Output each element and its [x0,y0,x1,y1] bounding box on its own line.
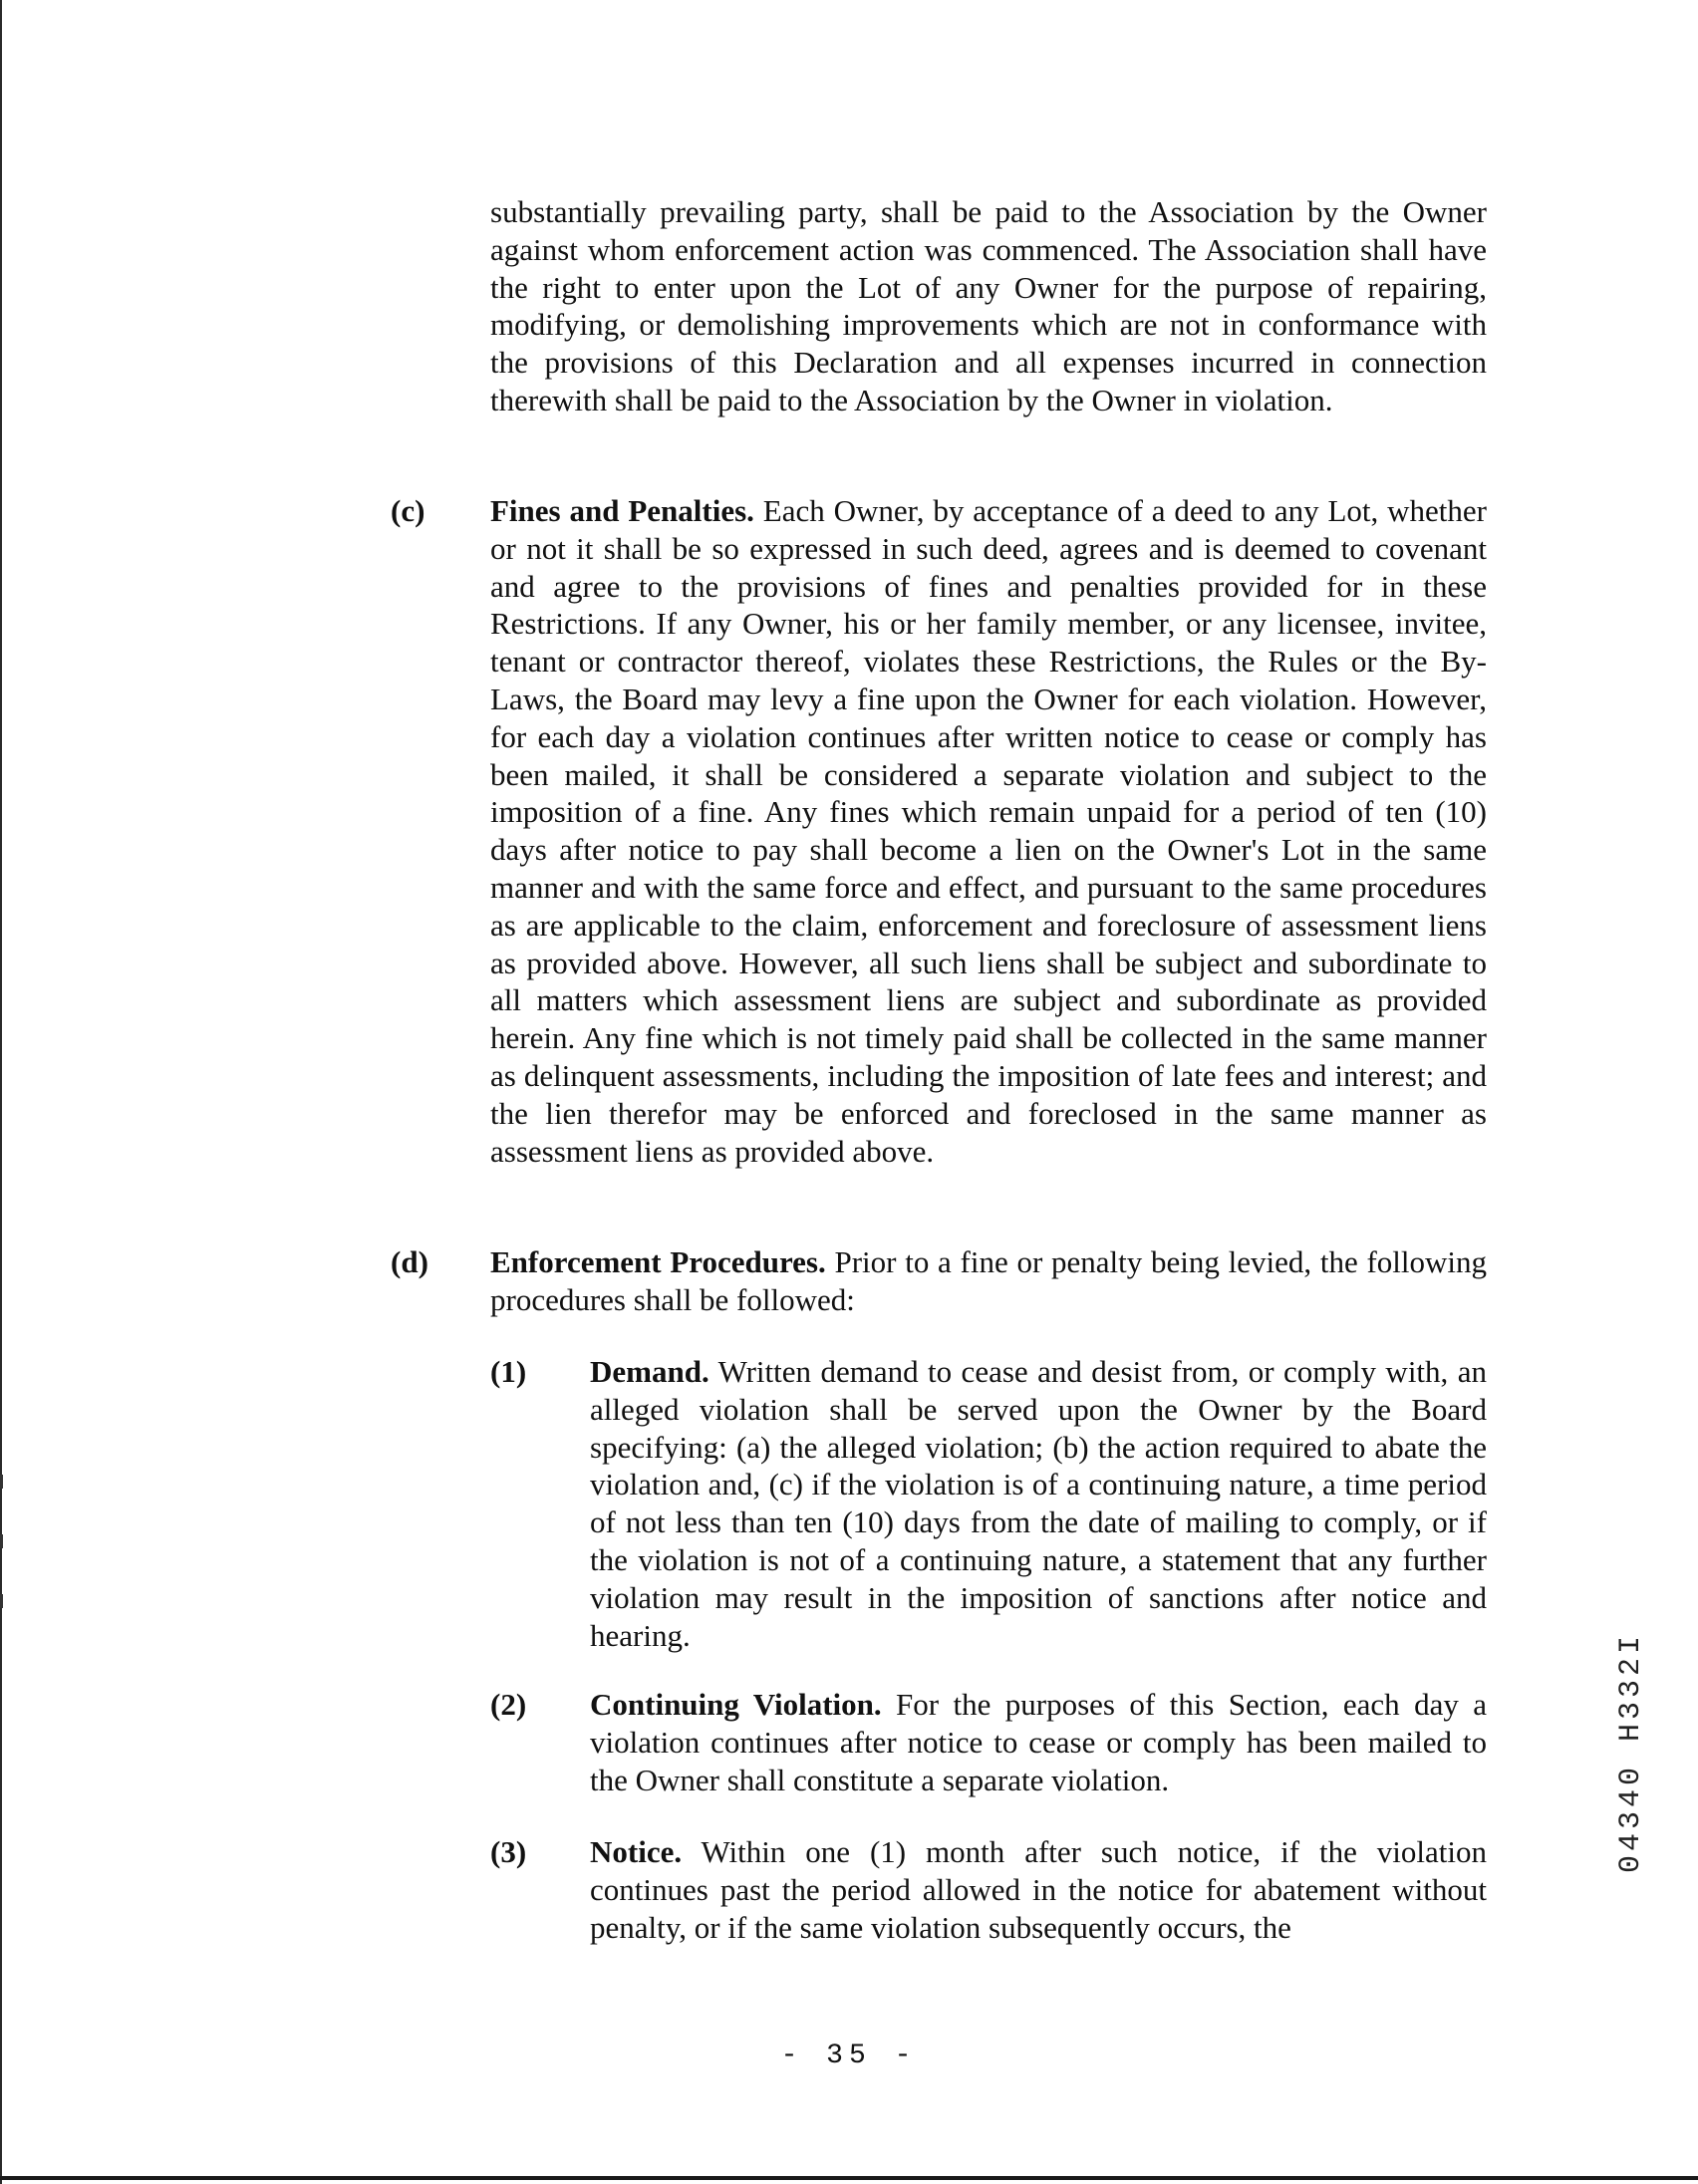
item-3-body: Within one (1) month after such notice, if the violation continues past the period allowed in the notice for abatement without penalty, or if the same violation subsequently occurs, the [590,1834,1487,1945]
section-c-heading: Fines and Penalties. [490,493,754,528]
section-c-body: Each Owner, by acceptance of a deed to any Lot, whether or not it shall be so expressed in such deed, agrees and is deemed to covenant and agree to the provisions of fines and penalties provided for in these Restrictions. If any Owner, his or her family member, or any licensee, invitee, tenant or contractor thereof, violates these Restrictions, the Rules or the By-Laws, the Board may levy a fine upon the Owner for each violation. However, for each day a violation continues after written notice to cease or comply has been mailed, it shall be considered a separate violation and subject to the imposition of a fine. Any fines which remain unpaid for a period of ten (10) days after notice to pay shall become a lien on the Owner's Lot in the same manner and with the same force and effect, and pursuant to the same procedures as are applicable to the claim, enforcement and foreclosure of assessment liens as provided above. However, all such liens shall be subject and subordinate to all matters which assessment liens are subject and subordinate as provided herein. Any fine which is not timely paid shall be collected in the same manner as delinquent assessments, including the imposition of late fees and interest; and the lien therefor may be enforced and foreclosed in the same manner as assessment liens as provided above. [490,493,1487,1169]
recording-stamp: 04340 H332I [1614,1631,1648,1873]
section-d-heading: Enforcement Procedures. [490,1244,826,1279]
item-2-label: (2) [490,1687,527,1722]
item-3-label: (3) [490,1834,527,1869]
item-1-body: Written demand to cease and desist from, or comply with, an alleged violation shall be served upon the Owner by the Board specifying: (a) the alleged violation; (b) the action required to abate the violation and, (c) if the violation is of a continuing nature, a time period of not less than ten (10) days from the date of mailing to comply, or if the violation is not of a continuing nature, a statement that any further violation may result in the imposition of sanctions after notice and hearing. [590,1354,1487,1653]
item-1-paragraph [590,1353,1487,1654]
page-number: - 35 - [780,2041,918,2071]
item-2-heading: Continuing Violation. [590,1687,882,1722]
section-d-label: (d) [391,1244,428,1279]
scan-edge-mark [0,1475,3,1489]
item-3-paragraph [590,1833,1487,1946]
section-d-paragraph [490,1243,1487,1319]
item-2-body: For the purposes of this Section, each day a violation continues after notice to cease or comply has been mailed to the Owner shall constitute a separate violation. [590,1687,1487,1797]
section-c-paragraph [490,492,1487,1170]
section-c-label: (c) [391,493,425,528]
section-d-body: Prior to a fine or penalty being levied, the following procedures shall be followed: [490,1244,1488,1317]
scan-edge-mark [0,1534,3,1548]
scan-left-edge [0,0,2,2184]
item-1-heading: Demand. [590,1354,709,1389]
scan-bottom-edge [0,2176,1698,2180]
item-1-label: (1) [490,1354,527,1389]
continuation-paragraph: substantially prevailing party, shall be paid to the Association by the Owner against whom enforcement action was commenced. The Association shall have the right to enter upon the Lot of any Owner for the purpose of repairing, modifying, or demolishing improvements which are not in conformance with the provisions of this Declaration and all expenses incurred in connection therewith shall be paid to the Association by the Owner in violation. [490,194,1487,417]
scan-edge-mark [0,1594,3,1608]
item-3-heading: Notice. [590,1834,683,1869]
item-2-paragraph [590,1686,1487,1798]
